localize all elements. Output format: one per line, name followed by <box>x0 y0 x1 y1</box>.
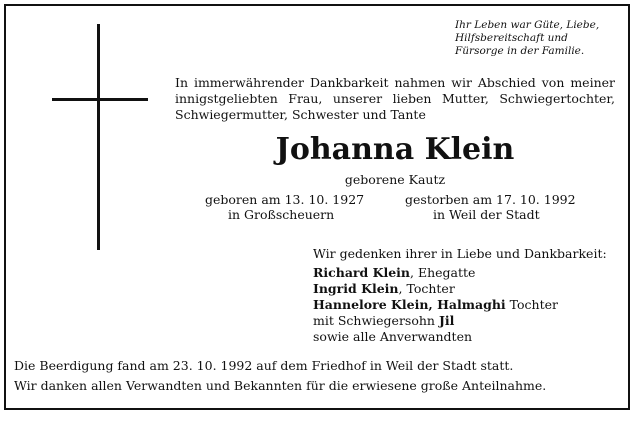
mourner-relation: , Ehegatte <box>410 265 476 280</box>
cross-icon-bar <box>52 98 148 101</box>
birth-date: geboren am 13. 10. 1927 <box>205 192 365 207</box>
mourners-closing: sowie alle Anverwandten <box>313 329 473 344</box>
motto <box>455 19 625 58</box>
mourner-relation: , Tochter <box>398 281 455 296</box>
mourner-entry <box>313 297 607 313</box>
mourner-name: Hannelore Klein, Halmaghi <box>313 297 506 312</box>
intro-line: innigstgeliebten Frau, unserer lieben Mutter, Schwiegertochter, <box>175 91 615 106</box>
footer-text <box>14 356 614 396</box>
mourner-relation: Tochter <box>505 297 559 312</box>
son-in-law-name: Jil <box>438 313 455 328</box>
thanks-line: Wir danken allen Verwandten und Bekannten für die erwiesene große Anteilnahme. <box>14 378 547 393</box>
cross-icon <box>97 24 100 250</box>
intro-line: Schwiegermutter, Schwester und Tante <box>175 107 426 122</box>
motto-line: Ihr Leben war Güte, Liebe, <box>455 19 600 31</box>
son-in-law-entry <box>313 313 607 329</box>
son-in-law-prefix: mit Schwiegersohn <box>313 313 439 328</box>
mourner-entry <box>313 265 607 281</box>
mourners-heading: Wir gedenken ihrer in Liebe und Dankbarkeit: <box>313 246 607 261</box>
motto-line: Fürsorge in der Familie. <box>455 45 585 57</box>
mourner-name: Richard Klein <box>313 265 411 280</box>
deceased-name: Johanna Klein <box>275 132 515 167</box>
mourner-name: Ingrid Klein <box>313 281 399 296</box>
death-date: gestorben am 17. 10. 1992 <box>405 192 576 207</box>
motto-line: Hilfsbereitschaft und <box>455 32 568 44</box>
funeral-info: Die Beerdigung fand am 23. 10. 1992 auf dem Friedhof in Weil der Stadt statt. <box>14 358 514 373</box>
intro-line: In immerwährender Dankbarkeit nahmen wir Abschied von meiner <box>175 75 615 90</box>
birth-place: in Großscheuern <box>228 207 335 222</box>
intro-text <box>175 75 615 123</box>
death-place: in Weil der Stadt <box>433 207 540 222</box>
mourners-block <box>313 246 607 345</box>
mourner-entry <box>313 281 607 297</box>
maiden-name: geborene Kautz <box>344 172 446 187</box>
